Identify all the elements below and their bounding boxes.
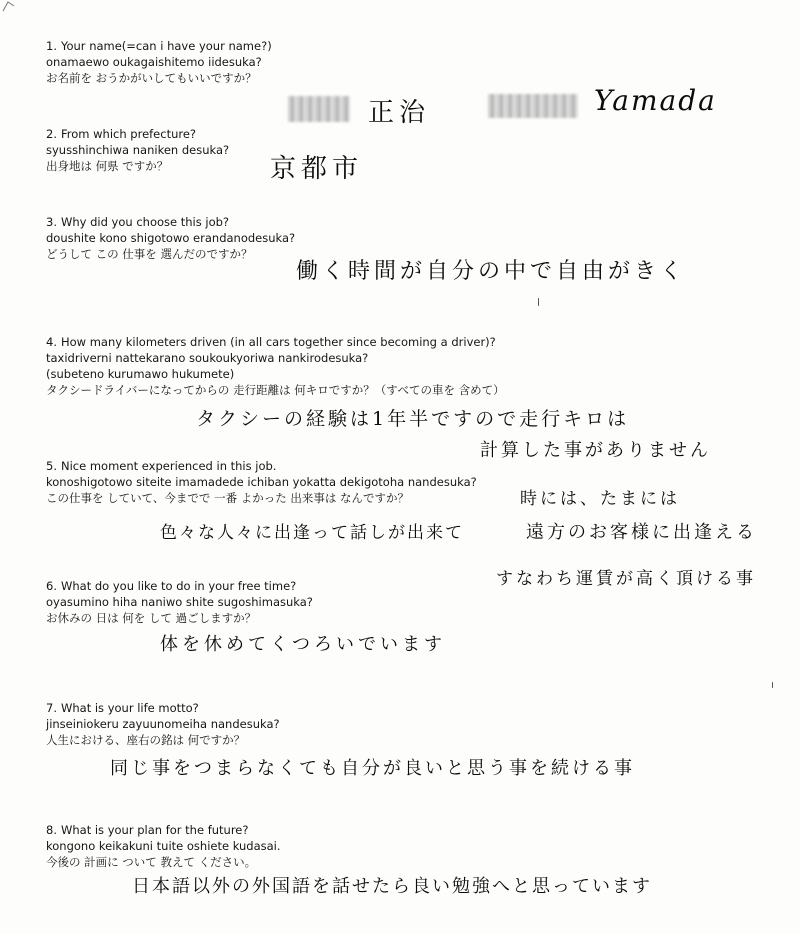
question-6-romaji: oyasumino hiha naniwo shite sugoshimasuka? <box>46 595 313 609</box>
redacted-family-name-kanji <box>288 96 350 122</box>
answer-1-given-name: 正治 <box>368 98 431 128</box>
question-4-romaji: taxidriverni nattekarano soukoukyoriwa nankirodesuka? <box>46 351 369 365</box>
question-3-romaji: doushite kono shigotowo erandanodesuka? <box>46 231 296 245</box>
answer-5-line-1: 色々な人々に出逢って話しが出来て <box>160 523 464 543</box>
question-6-english: 6. What do you like to do in your free time? <box>46 579 297 593</box>
answer-7: 同じ事をつまらなくても自分が良いと思う事を続ける事 <box>110 758 635 779</box>
question-3 <box>46 214 295 262</box>
question-7-romaji: jinseiniokeru zayuunomeiha nandesuka? <box>46 717 280 731</box>
question-6 <box>46 578 313 626</box>
redacted-given-name-latin <box>488 94 578 118</box>
question-4-note: (subeteno kurumawo hukumete) <box>46 367 235 381</box>
scan-speck <box>538 298 539 306</box>
question-1-japanese: お名前を おうかがいしてもいいですか？ <box>46 71 257 85</box>
question-5 <box>46 458 477 506</box>
answer-1-family-name: Yamada <box>594 84 717 117</box>
question-8-english: 8. What is your plan for the future? <box>46 823 249 837</box>
question-7-english: 7. What is your life motto? <box>46 701 199 715</box>
question-4 <box>46 334 505 398</box>
question-2-japanese: 出身地は 何県 ですか？ <box>46 159 169 173</box>
question-2-romaji: syusshinchiwa naniken desuka? <box>46 143 230 157</box>
answer-4-line-2: 計算した事がありません <box>480 440 711 461</box>
answer-5-line-2: 時には、たまには <box>520 489 680 509</box>
question-7-japanese: 人生における、座右の銘は 何ですか？ <box>46 733 246 747</box>
question-5-english: 5. Nice moment experienced in this job. <box>46 459 277 473</box>
question-1 <box>46 38 272 86</box>
answer-6: 体を休めてくつろいでいます <box>160 634 446 655</box>
question-8 <box>46 822 281 870</box>
question-1-romaji: onamaewo oukagaishitemo iidesuka? <box>46 55 262 69</box>
question-6-japanese: お休みの 日は 何を して 過ごしますか？ <box>46 611 257 625</box>
question-2 <box>46 126 229 174</box>
answer-8: 日本語以外の外国語を話せたら良い勉強へと思っています <box>132 876 652 897</box>
question-5-romaji: konoshigotowo siteite imamadede ichiban yokatta dekigotoha nandesuka? <box>46 475 477 489</box>
question-2-english: 2. From which prefecture? <box>46 127 197 141</box>
answer-5-line-4: すなわち運賃が高く頂ける事 <box>496 569 756 589</box>
question-5-japanese: この仕事を していて、今までで 一番 よかった 出来事は なんですか？ <box>46 491 410 505</box>
answer-2: 京都市 <box>270 154 364 184</box>
question-8-japanese: 今後の 計画に ついて 教えて ください。 <box>46 855 257 869</box>
question-4-english: 4. How many kilometers driven (in all cars together since becoming a driver)? <box>46 335 496 349</box>
question-4-japanese: タクシードライバーになってからの 走行距離は 何キロですか？（すべての車を 含めて） <box>46 383 505 397</box>
answer-5-line-3: 遠方のお客様に出逢える <box>526 522 757 543</box>
scan-speck <box>772 682 773 688</box>
question-7 <box>46 700 280 748</box>
answer-3: 働く時間が自分の中で自由がきく <box>296 259 687 284</box>
question-3-english: 3. Why did you choose this job? <box>46 215 230 229</box>
answer-4-line-1: タクシーの経験は1年半ですので走行キロは <box>196 408 630 430</box>
question-1-english: 1. Your name(=can i have your name?) <box>46 39 272 53</box>
question-8-romaji: kongono keikakuni tuite oshiete kudasai. <box>46 839 281 853</box>
corner-scan-mark <box>2 0 16 12</box>
question-3-japanese: どうして この 仕事を 選んだのですか？ <box>46 247 253 261</box>
